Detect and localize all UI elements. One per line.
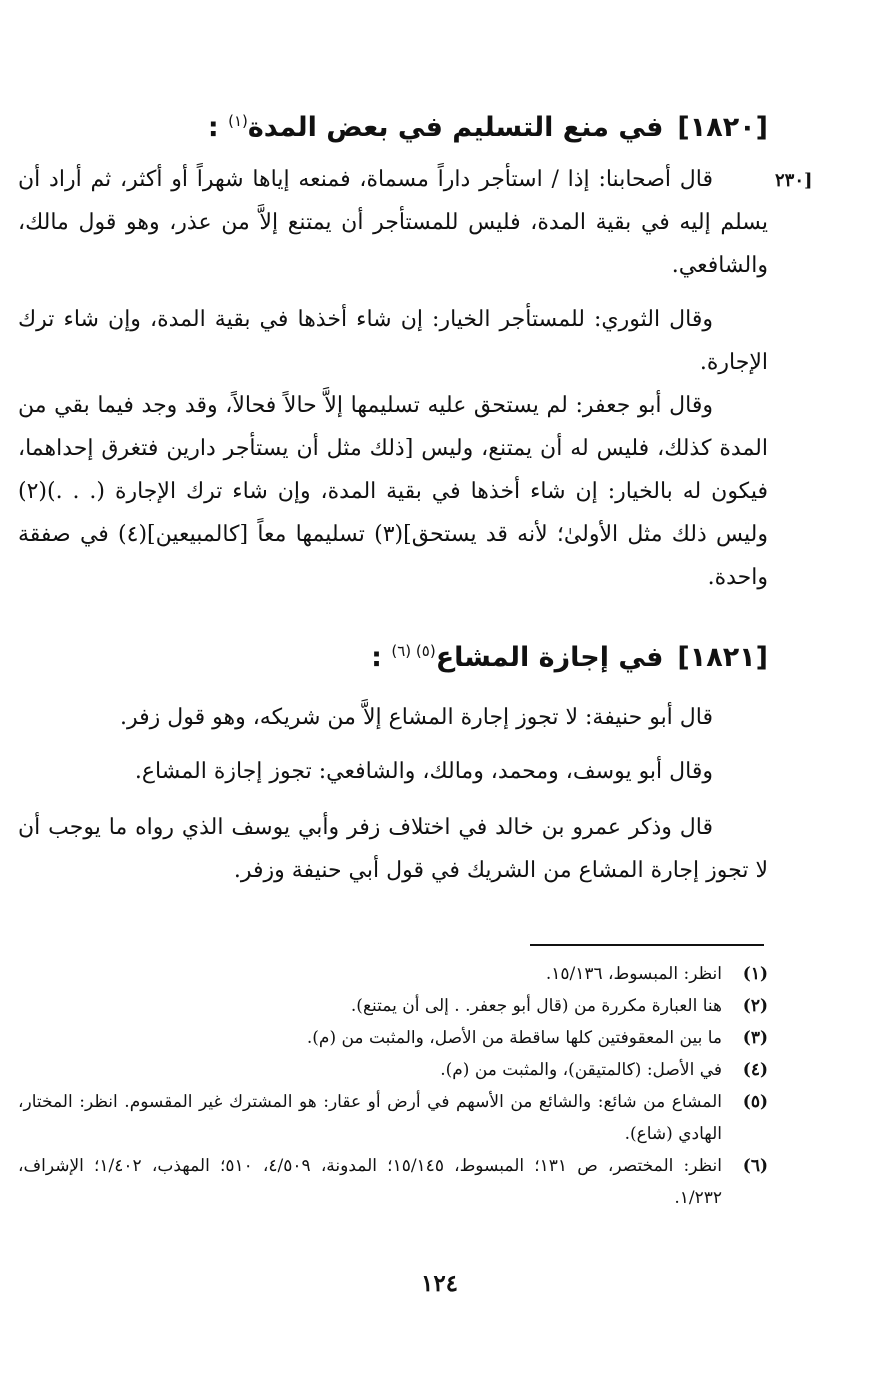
paragraph: وقال أبو جعفر: لم يستحق عليه تسليمها إلاَّ حالاً فحالاً، وقد وجد فيما بقي من المدة كذلك، فليس له أن يمتنع، وليس [ذلك مثل أن يستأجر دارين فتغرق إحداهما، فيكون له بالخيار: إن شاء أخذها في بقية المدة، وإن شاء ترك الإجارة (. . .)(٢) وليس ذلك مثل الأولىٰ؛ لأنه قد يستحق](٣) تسليمها معاً [كالمبيعين](٤) في صفقة واحدة. — [18, 393, 769, 590]
heading-colon: : — [371, 642, 382, 673]
footnote-text: انظر: المبسوط، ١٥/١٣٦. — [545, 964, 722, 984]
footnote-text: انظر: المختصر، ص ١٣١؛ المبسوط، ١٥/١٤٥؛ المدونة، ٤/٥٠٩، ٥١٠؛ المهذب، ١/٤٠٢؛ الإشراف، ١/٢٣٢. — [18, 1156, 722, 1208]
margin-page-marker: [٢٣٠ — [775, 170, 813, 191]
page-number: ١٢٤ — [420, 1270, 459, 1297]
footnote-text: في الأصل: (كالمتيقن)، والمثبت من (م). — [440, 1060, 722, 1080]
section-title: في منع التسليم في بعض المدة — [247, 112, 664, 143]
paragraph: قال أبو حنيفة: لا تجوز إجارة المشاع إلاَّ من شريكه، وهو قول زفر. — [119, 705, 713, 730]
footnote-text: ما بين المعقوفتين كلها ساقطة من الأصل، والمثبت من (م). — [306, 1028, 722, 1048]
section-number: [١٨٢١] — [677, 642, 768, 673]
footnotes-list — [18, 958, 768, 1214]
footnote-text: هنا العبارة مكررة من (قال أبو جعفر. . إلى أن يمتنع). — [350, 996, 722, 1016]
heading-colon: : — [207, 112, 219, 143]
footnote-item — [18, 958, 768, 990]
footnote-item — [18, 1054, 768, 1086]
paragraph: وقال أبو يوسف، ومحمد، ومالك، والشافعي: تجوز إجازة المشاع. — [134, 759, 713, 784]
footnote-number: (٦) — [742, 1156, 768, 1176]
footnote-item — [18, 1022, 768, 1054]
paragraph: قال أصحابنا: إذا / استأجر داراً مسماة، فمنعه إياها شهراً أو أكثر، ثم أراد أن يسلم إليه في بقية المدة، فليس للمستأجر أن يمتنع إلاَّ من عذر، وهو قول مالك، والشافعي. — [18, 167, 768, 278]
paragraph: قال وذكر عمرو بن خالد في اختلاف زفر وأبي يوسف الذي رواه ما يوجب أن لا تجوز إجارة المشاع من الشريك في قول أبي حنيفة وزفر. — [18, 815, 768, 883]
section-title: في إجازة المشاع — [435, 642, 664, 673]
footnote-number: (٥) — [742, 1092, 768, 1112]
paragraph: وقال الثوري: للمستأجر الخيار: إن شاء أخذها في بقية المدة، وإن شاء ترك الإجارة. — [18, 307, 768, 375]
section-heading-1820 — [208, 112, 768, 143]
footnote-number: (١) — [742, 964, 768, 984]
footnote-item — [18, 990, 768, 1022]
footnote-ref: (١) — [228, 112, 248, 130]
footnote-ref: (٥) (٦) — [391, 642, 436, 660]
section-heading-1821 — [371, 642, 768, 673]
footnote-text: المشاع من شائع: والشائع من الأسهم في أرض أو عقار: هو المشترك غير المقسوم. انظر: المختار، الهادي (شاع). — [18, 1092, 722, 1144]
footnote-number: (٣) — [742, 1028, 768, 1048]
footnote-item — [18, 1150, 768, 1214]
footnote-item — [18, 1086, 768, 1150]
footnote-number: (٢) — [742, 996, 768, 1016]
footnote-divider — [530, 944, 764, 946]
section-number: [١٨٢٠] — [677, 112, 768, 143]
footnote-number: (٤) — [742, 1060, 768, 1080]
